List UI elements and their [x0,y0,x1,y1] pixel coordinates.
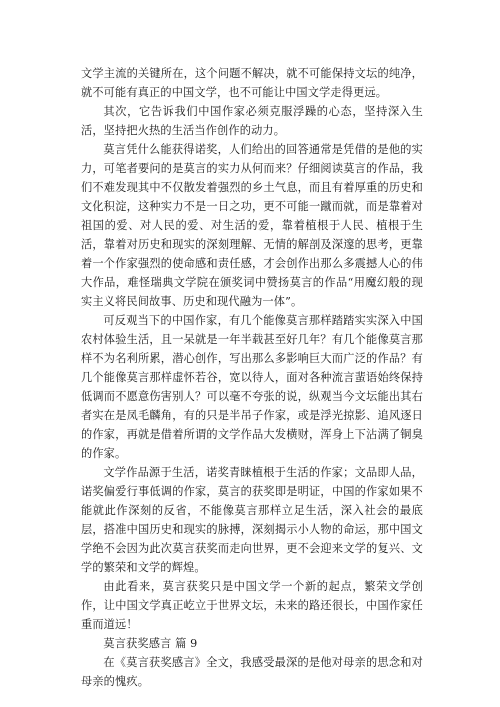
paragraph-literature-from-life: 文学作品源于生活，诺奖青睐植根于生活的作家；文品即人品，诺奖偏爱行事低调的作家，莫言的获奖即是明证，中国的作家如果不能就此作深刻的反省，不能像莫言那样立足生活，深入社会的最底层，搭准中国历史和现实的脉搏，深刻揭示小人物的命运，那中国文学绝不会因为此次莫言获奖而走向世界，更不会迎来文学的复兴、文学的繁荣和文学的辉煌。 [81,466,423,574]
paragraph-contemporary-writers: 可反观当下的中国作家，有几个能像莫言那样踏踏实实深入中国农村体验生活，且一呆就是一年半载甚至好几年？有几个能像莫言那样不为名利所累，潜心创作，写出那么多影响巨大而广泛的作品？有几个能像莫言那样虚怀若谷，宽以待人，面对各种流言蜚语始终保持低调而不愿意伤害别人？可以毫不夸张的说，纵观当今文坛能出其右者实在是凤毛麟角，有的只是半吊子作家，或是浮光掠影、追风逐日的作家，再就是借着所谓的文学作品大发横财，浑身上下沾满了铜臭的作家。 [81,314,423,460]
section-heading: 莫言获奖感言 篇 9 [103,637,198,650]
paragraph-moyan-strength: 莫言凭什么能获得诺奖，人们给出的回答通常是凭借的是他的实力，可笔者要问的是莫言的实力从何而来？仔细阅读莫言的作品，我们不难发现其中不仅散发着强烈的乡土气息，而且有着厚重的历史和文化积淀，这种实力不是一日之功，更不可能一蹴而就，而是靠着对祖国的爱、对人民的爱、对生活的爱，靠着植根于人民、植根于生活，靠着对历史和现实的深刻理解、无情的解剖及深邃的思考，更靠着一个作家强烈的使命感和责任感，才会创作出那么多震撼人心的伟大作品，难怪瑞典文学院在颁奖词中赞扬莫言的作品“用魔幻般的现实主义将民间故事、历史和现代融为一体”。 [81,143,423,308]
paragraph-continuation: 文学主流的关键所在，这个问题不解决，就不可能保持文坛的纯净，就不可能有真正的中国文学，也不可能让中国文学走得更远。 [81,67,423,99]
paragraph-second-point: 其次，它告诉我们中国作家必须克服浮躁的心态，坚持深入生活，坚持把火热的生活当作创作的动力。 [81,105,423,137]
document-body [81,64,423,691]
paragraph-section-intro: 在《莫言获奖感言》全文，我感受最深的是他对母亲的思念和对母亲的愧疚。 [81,656,423,688]
paragraph-conclusion: 由此看来，莫言获奖只是中国文学一个新的起点，繁荣文学创作，让中国文学真正屹立于世界文坛，未来的路还很长，中国作家任重而道远！ [81,580,423,631]
